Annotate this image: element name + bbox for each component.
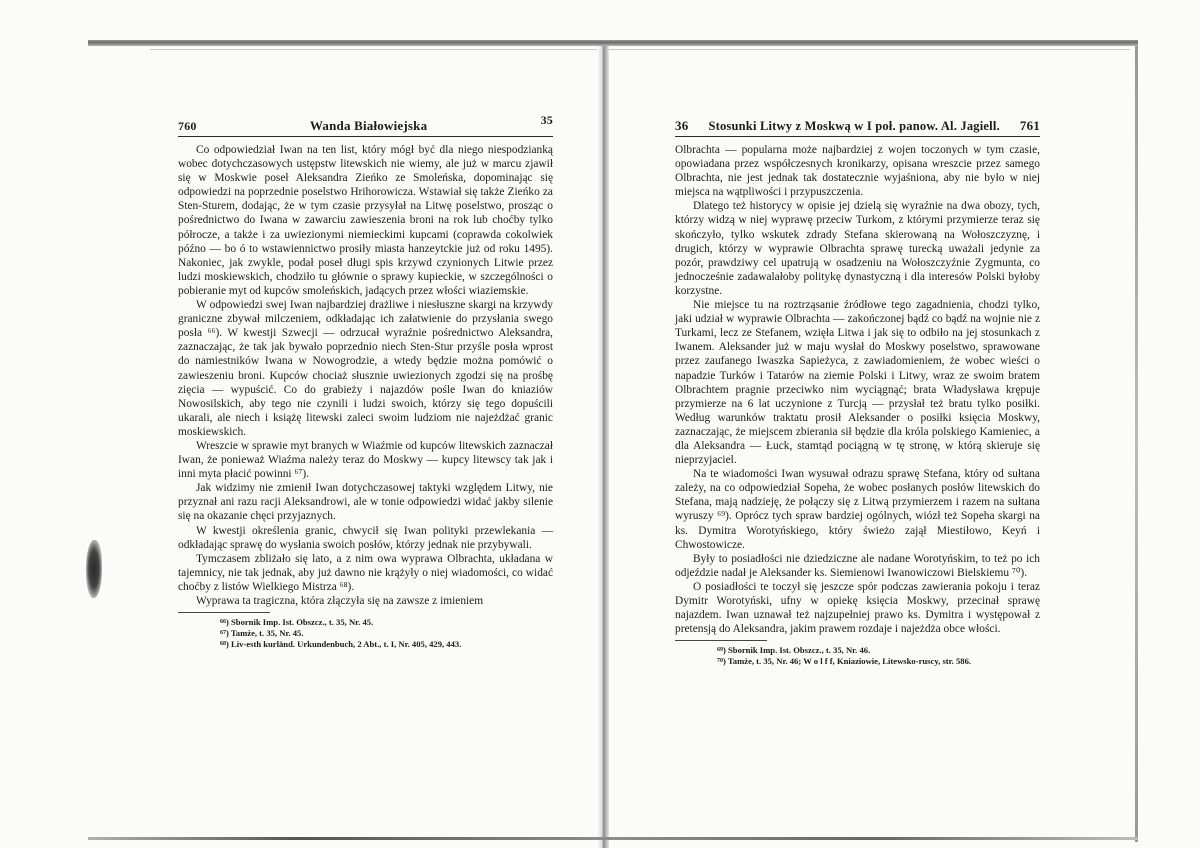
left-page-header	[178, 114, 553, 137]
paragraph: Nie miejsce tu na roztrząsanie źródłowe tego zagadnienia, chodzi tylko, jaki udział w wyprawie Olbrachta — zakończonej bądź co bądź na wojnie nie z Turkami, lecz ze Stefanem, wzięła Litwa i jak się to odbiło na jej stosunkach z Iwanem. Aleksander już w maju wysłał do Moskwy poselstwo, sprawowane przez zaufanego Iwaszka Sapieżyca, z zawiadomieniem, że wobec wieści o napadzie Turków i Tatarów na ziemie Polski i Litwy, wraz ze swoim bratem Olbrachtem pragnie przeciwko nim wyciągnąć; brata Władysława krępuje przymierze na 6 lat uczynione z Turcją — przysłał też bratu tylko posiłki. Według warunków traktatu prosił Aleksander o posiłki księcia Moskwy, zaznaczając, że miejscem zbierania sił będzie dla króla polskiego Kamieniec, a dla Aleksandra — Łuck, stamtąd pociągną w tę stronę, w którą skieruje się nieprzyjaciel.	[675, 299, 1040, 467]
footnote: $^{66}$) Sbornik Imp. Ist. Obszcz., t. 35, Nr. 45.	[220, 617, 374, 628]
left-page	[178, 114, 553, 649]
paragraph: Olbrachta — popularna może najbardziej z wojen toczonych w tym czasie, opowiadana przez współczesnych kronikarzy, opisana wreszcie przez samego Olbrachta, nie jest jednak tak dostatecznie wyjaśniona, aby nie było w niej miejsca na wątpliwości i przypuszczenia.	[675, 144, 1040, 199]
paragraph: W kwestji określenia granic, chwycił się Iwan polityki przewlekania — odkładając sprawę do wysłania swoich posłów, którzy jednak nie przybywali.	[178, 524, 553, 551]
book-spine-gutter	[597, 46, 609, 848]
page-number: 35	[540, 113, 553, 127]
footnote: $^{69}$) Sbornik Imp. Ist. Obszcz., t. 35, Nr. 46.	[717, 645, 871, 656]
paragraph: Dlatego też historycy w opisie jej dzielą się wyraźnie na dwa obozy, tych, którzy widzą w niej wyprawę przeciw Turkom, z którymi przymierze teraz się skończyło, tylko wskutek zdrady Stefana skierowaną na Wołoszczyznę, i drugich, którzy w wyprawie Olbrachta sprawę turecką uważali jedynie za pozór, prawdziwy cel upatrują w osadzeniu na Wołoszczyźnie Zygmunta, co jednocześnie zadawalałoby politykę dynastyczną i dla interesów Polski byłoby korzystne.	[675, 200, 1040, 297]
scan-bottom-edge	[88, 837, 1138, 840]
paragraph: Wreszcie w sprawie myt branych w Wiaźmie od kupców litewskich zaznaczał Iwan, że ponieważ Wiaźma należy teraz do Moskwy — kupcy litewscy tak jak i inni myta płacić powinni ⁶⁷).	[178, 439, 553, 481]
paragraph: Tymczasem zbliżało się lato, a z nim owa wyprawa Olbrachta, układana w tajemnicy, nie tak jednak, aby już dawno nie krążyły o niej wiadomości, co widać choćby z listów Wielkiego Mistrza ⁶⁸).	[178, 552, 553, 593]
left-page-body	[178, 143, 553, 649]
right-page-header	[675, 114, 1040, 137]
page-number: 760	[178, 119, 197, 133]
paragraph: O posiadłości te toczył się jeszcze spór podczas zawierania pokoju i teraz Dymitr Worotyński, ufny w opiekę księcia Moskwy, przecinał sprawę najazdem. Iwan uznawał też najzupełniej prawo ks. Dymitra i występował z pretensją do Aleksandra, jakim prawem rozdaje i najeżdża obce włości.	[675, 580, 1040, 636]
footnote-rule	[675, 640, 767, 641]
page-number: 36	[675, 118, 689, 133]
footnote: $^{68}$) Liv-esth kurländ. Urkundenbuch, 2 Abt., t. I, Nr. 405, 429, 443.	[220, 638, 462, 649]
paragraph: Były to posiadłości nie dziedziczne ale nadane Worotyńskim, to też po ich odjeździe nadał je Aleksander ks. Siemienowi Iwanowiczowi Bielskiemu ⁷⁰).	[675, 552, 1040, 579]
paragraph: Wyprawa ta tragiczna, która złączyła się na zawsze z imieniem	[196, 595, 484, 607]
paragraph: Jak widzimy nie zmienił Iwan dotychczasowej taktyki względem Litwy, nie przyznał ani razu racji Aleksandrowi, ale w tonie odpowiedzi widać jakby silenie się na okazanie chęci przyjaznych.	[178, 482, 553, 523]
running-head: Stosunki Litwy z Moskwą w I poł. panow. Al. Jagiell.	[708, 119, 1000, 133]
scan-top-line	[150, 49, 1130, 50]
footnote: $^{70}$) Tamże, t. 35, Nr. 46; W o l f f, Kniaziowie, Litewsko-ruscy, str. 586.	[717, 656, 972, 667]
running-head: Wanda Białowiejska	[309, 118, 428, 133]
paragraph: W odpowiedzi swej Iwan najbardziej drażliwe i niesłuszne skargi na krzywdy graniczne zbywał milczeniem, odkładając ich załatwienie do przysłania swego posła ⁶⁶). W kwestji Szwecji — odrzucał wyraźnie pośrednictwo Aleksandra, zaznaczając, że tak jak bywało poprzednio niech Sten-Stur przyśle posła wprost do namiestników Iwana w Nowogrodzie, a wtedy będzie można pomówić o zawieszeniu broni. Kupców chociaż słusznie uwiezionych zgodzi się na prośbę zięcia — wypuścić. Co do grabieży i najazdów pośle Iwan do kniaziów Nowosilskich, aby tego nie czynili i ludzi swoich, którzy się tego dopuścili ukarali, ale niech i książę litewski zaleci swoim ludziom nie najeżdżać granic moskiewskich.	[178, 299, 553, 438]
page-number: 761	[1019, 118, 1040, 133]
footnote-rule	[178, 612, 270, 613]
scan-top-edge	[88, 40, 1138, 46]
right-page	[675, 114, 1040, 667]
footnote: $^{67}$) Tamże, t. 35, Nr. 45.	[220, 627, 304, 638]
ink-smudge	[86, 540, 102, 598]
right-page-body	[675, 143, 1040, 667]
scan-right-edge	[1135, 46, 1138, 842]
paragraph: Co odpowiedział Iwan na ten list, który mógł być dla niego niespodzianką wobec dotychczasowych ustępstw litewskich nie wiemy, ale już w marcu zjawił się w Moskwie poseł Aleksandra Zieńko ze Smoleńska, dopominając się odpowiedzi na poprzednie poselstwo Hrihorowicza. Wstawiał się także Zieńko za Sten-Sturem, dodając, że w tym czasie przysyłał na Litwę poselstwo, prosząc o pośrednictwo do Iwana w zawarciu zawieszenia broni na rok lub choćby tylko półrocze, a także i za uwiezionymi niemieckimi kupcami (coprawda cokolwiek późno — bo ó to wstawiennictwo prosiły miasta hanzeytckie już od roku 1495). Nakoniec, jak zwykle, podał poseł długi spis krzywd czynionych Litwie przez ludzi moskiewskich, chodziło tu głównie o sprawy kupieckie, w szczególności o pobieranie myt od kupców smoleńskich, jadących przez włości wiaziemskie.	[178, 144, 553, 297]
paragraph: Na te wiadomości Iwan wysuwał odrazu sprawę Stefana, który od sułtana zależy, na co odpowiedział Sopeha, że wobec posłanych posłów litewskich do Stefana, mają nadzieję, że połączy się z Litwą przymierzem i razem na sułtana wyruszy ⁶⁹). Oprócz tych spraw bardziej ogólnych, wiózł też Sopeha skargi na ks. Dymitra Worotyńskiego, który świeżo zajął Miestiłowo, Keyń i Chwostowicze.	[675, 468, 1040, 551]
